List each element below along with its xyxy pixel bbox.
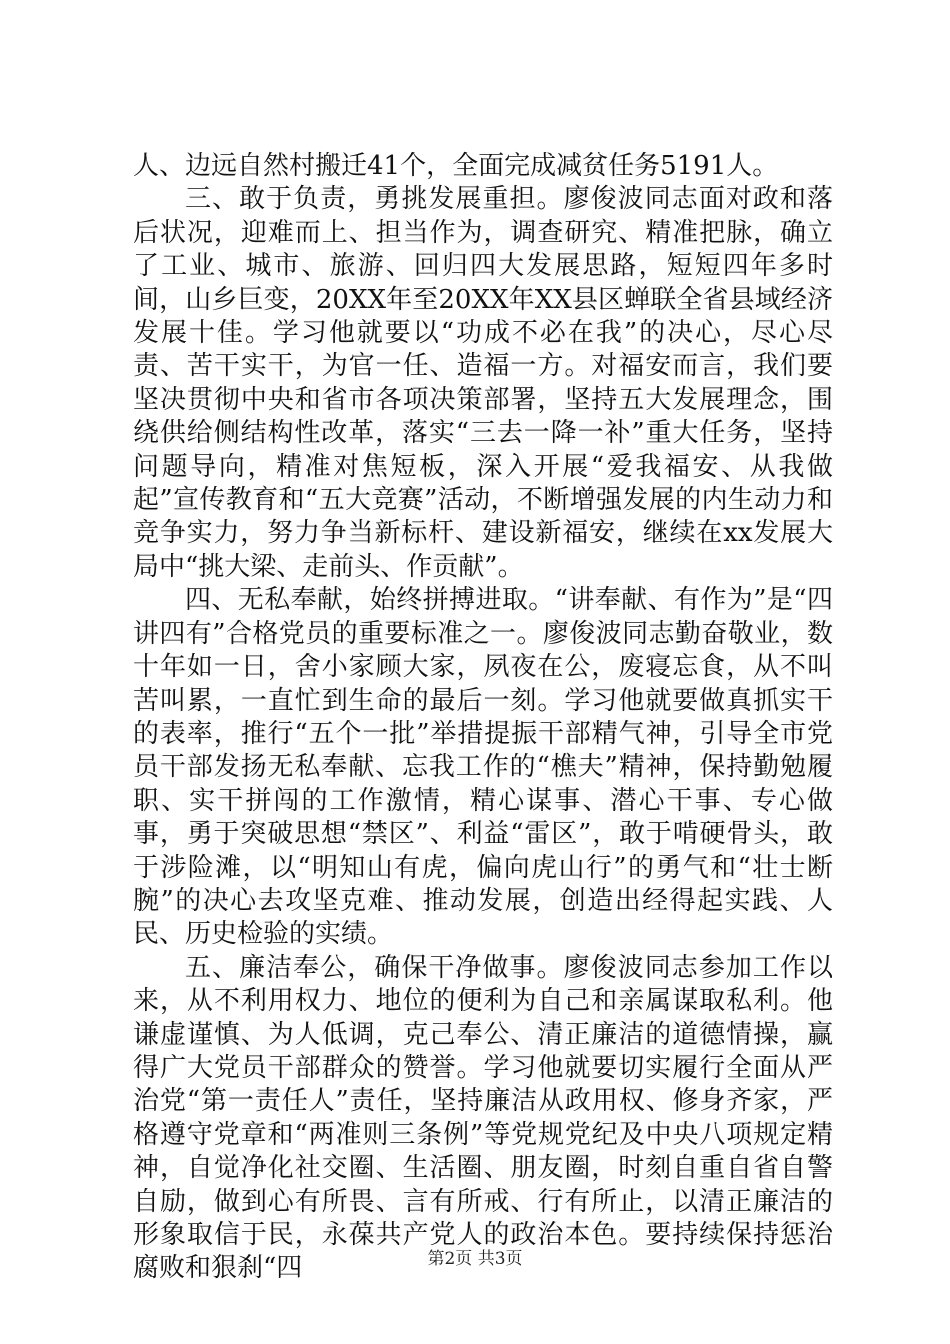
paragraph-1: 人、边远自然村搬迁41个，全面完成减贫任务5191人。 (133, 151, 779, 181)
document-body (133, 150, 833, 1286)
paragraph-2: 三、敢于负责，勇挑发展重担。廖俊波同志面对政和落后状况，迎难而上、担当作为，调查研究、精准把脉，确立了工业、城市、旅游、回归四大发展思路，短短四年多时间，山乡巨变，20XX年至20XX年XX县区蝉联全省县域经济发展十佳。学习他就要以“功成不必在我”的决心，尽心尽责、苦干实干，为官一任、造福一方。对福安而言，我们要坚决贯彻中央和省市各项决策部署，坚持五大发展理念，围绕供给侧结构性改革，落实“三去一降一补”重大任务，坚持问题导向，精准对焦短板，深入开展“爱我福安、从我做起”宣传教育和“五大竞赛”活动，不断增强发展的内生动力和竞争实力，努力争当新标杆、建设新福安，继续在xx发展大局中“挑大梁、走前头、作贡献”。 (133, 184, 833, 582)
paragraph-4: 五、廉洁奉公，确保干净做事。廖俊波同志参加工作以来，从不利用权力、地位的便利为自己和亲属谋取私利。他谦虚谨慎、为人低调，克己奉公、清正廉洁的道德情操，赢得广大党员干部群众的赞誉。学习他就要切实履行全面从严治党“第一责任人”责任，坚持廉洁从政用权、修身齐家，严格遵守党章和“两准则三条例”等党规党纪及中央八项规定精神，自觉净化社交圈、生活圈、朋友圈，时刻自重自省自警自励，做到心有所畏、言有所戒、行有所止，以清正廉洁的形象取信于民，永葆共产党人的政治本色。要持续保持惩治腐败和狠刹“四 (133, 952, 833, 1284)
paragraph-3: 四、无私奉献，始终拼搏进取。“讲奉献、有作为”是“四讲四有”合格党员的重要标准之一。廖俊波同志勤奋敬业，数十年如一日，舍小家顾大家，夙夜在公，废寝忘食，从不叫苦叫累，一直忙到生命的最后一刻。学习他就要做真抓实干的表率，推行“五个一批”举措提振干部精气神，引导全市党员干部发扬无私奉献、忘我工作的“樵夫”精神，保持勤勉履职、实干拼闯的工作激情，精心谋事、潜心干事、专心做事，勇于突破思想“禁区”、利益“雷区”，敢于啃硬骨头，敢于涉险滩，以“明知山有虎，偏向虎山行”的勇气和“壮士断腕”的决心去攻坚克难、推动发展，创造出经得起实践、人民、历史检验的实绩。 (133, 585, 833, 950)
page-footer: 第2页 共3页 (427, 1249, 523, 1269)
